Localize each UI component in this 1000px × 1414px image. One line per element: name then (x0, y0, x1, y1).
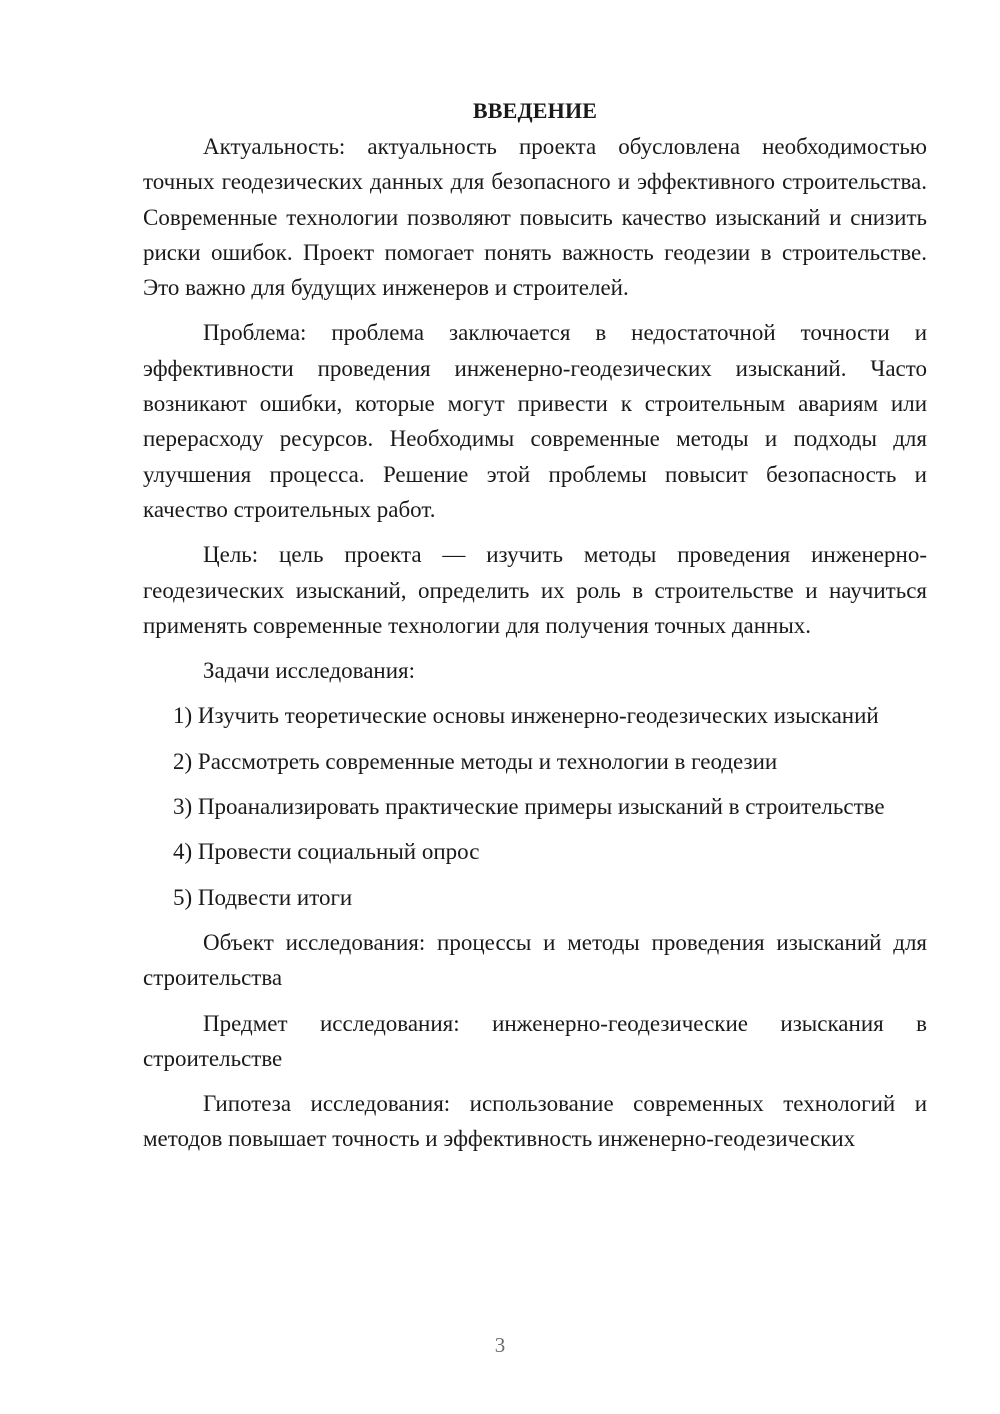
task-item-2: 2) Рассмотреть современные методы и технологии в геодезии (173, 748, 778, 774)
task-item-5: 5) Подвести итоги (173, 884, 353, 910)
paragraph-relevance: Актуальность: актуальность проекта обусловлена необходимостью точных геодезических данных для безопасного и эффективного строительства. Современные технологии позволяют повысить качество изысканий и снизить риски ошибок. Проект помогает понять важность геодезии в строительстве. Это важно для будущих инженеров и строителей. (143, 134, 927, 301)
paragraph-subject: Предмет исследования: инженерно-геодезические изыскания в строительстве (143, 1010, 927, 1071)
task-item-4: 4) Провести социальный опрос (173, 839, 480, 865)
paragraph-problem: Проблема: проблема заключается в недостаточной точности и эффективности проведения инженерно-геодезических изысканий. Часто возникают ошибки, которые могут привести к строительным авариям или перерасходу ресурсов. Необходимы современные методы и подходы для улучшения процесса. Решение этой проблемы повысит безопасность и качество строительных работ. (143, 320, 927, 522)
page-title: ВВЕДЕНИЕ (472, 98, 598, 123)
page-number: 3 (494, 1333, 506, 1357)
paragraph-object: Объект исследования: процессы и методы проведения изысканий для строительства (143, 929, 927, 991)
page-content (143, 93, 927, 1167)
task-item-1: 1) Изучить теоретические основы инженерно-геодезических изысканий (173, 703, 879, 729)
paragraph-hypothesis: Гипотеза исследования: использование современных технологий и методов повышает точность и эффективность инженерно-геодезических (143, 1091, 927, 1152)
tasks-heading: Задачи исследования: (203, 658, 416, 684)
task-item-3: 3) Проанализировать практические примеры изысканий в строительстве (173, 794, 885, 820)
paragraph-goal: Цель: цель проекта — изучить методы проведения инженерно-геодезических изысканий, определить их роль в строительстве и научиться применять современные технологии для получения точных данных. (143, 542, 927, 638)
